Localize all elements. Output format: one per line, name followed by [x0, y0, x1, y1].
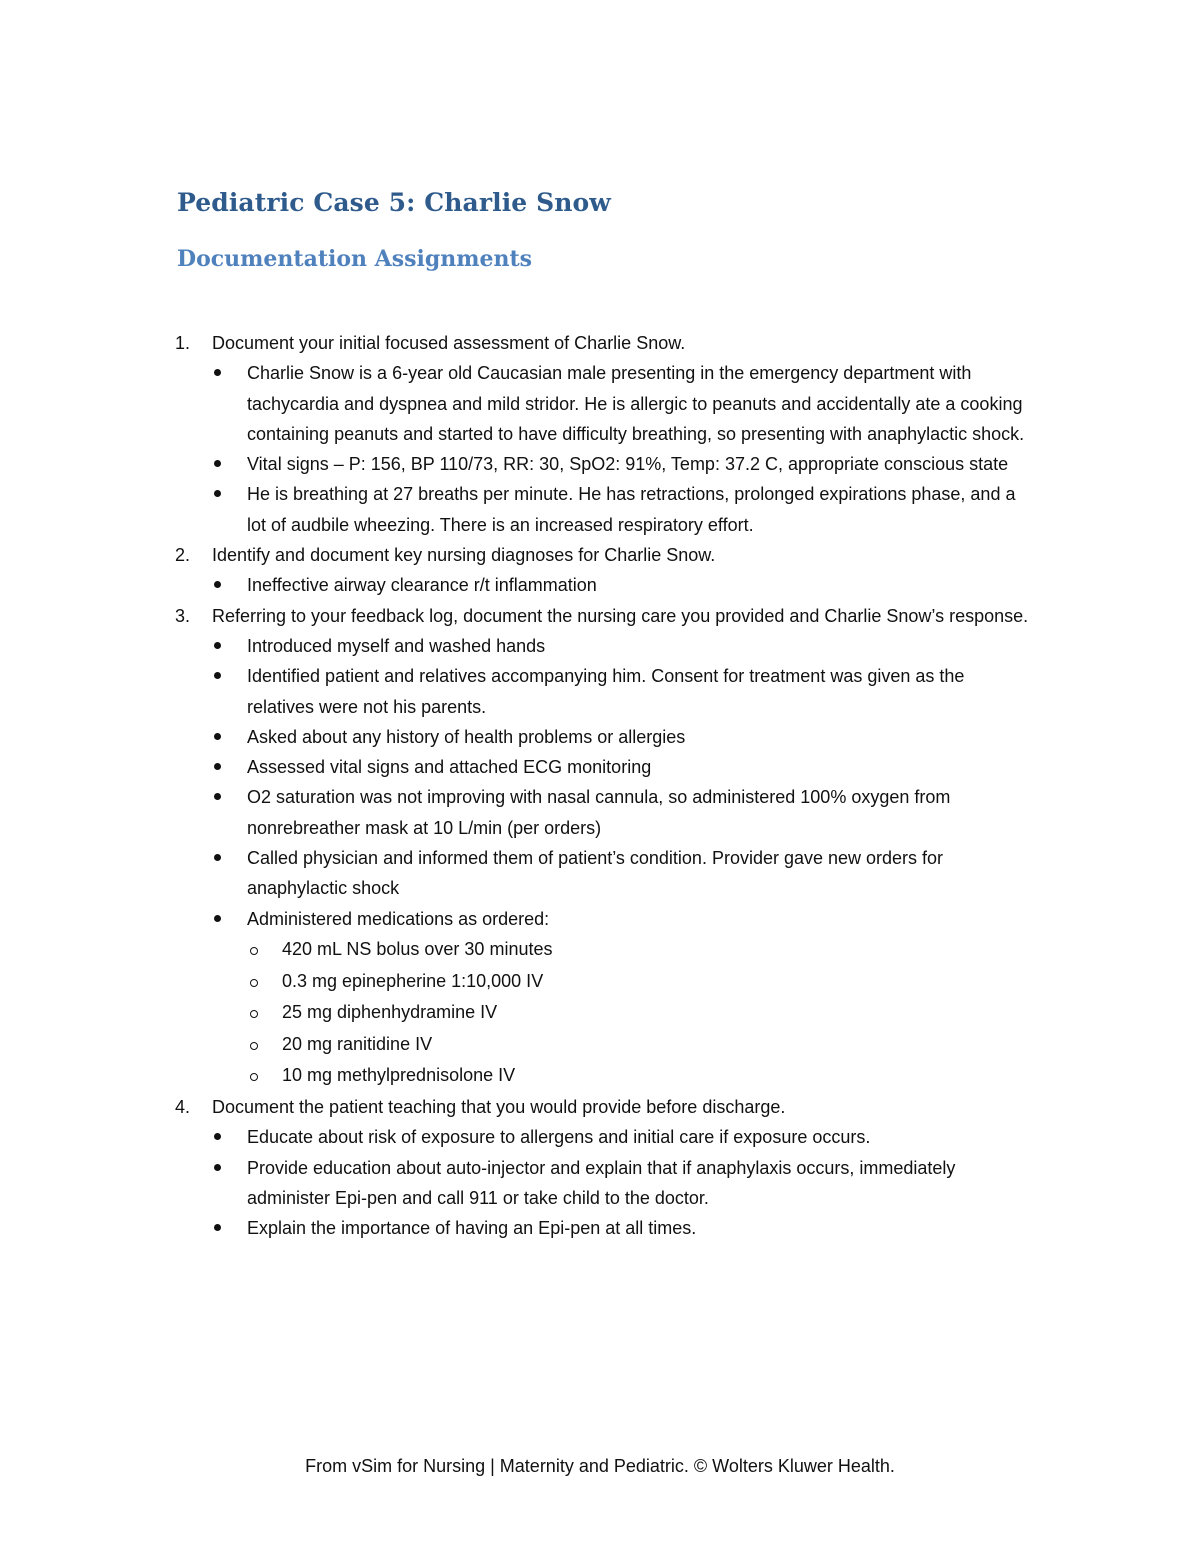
task-number: 1. — [175, 333, 191, 353]
bullet-list — [212, 358, 1032, 540]
bullet-icon — [214, 763, 221, 770]
bullet-list — [212, 570, 1032, 600]
bullet-item — [212, 570, 1032, 600]
medication-text: 0.3 mg epinepherine 1:10,000 IV — [282, 970, 544, 991]
bullet-icon — [214, 672, 221, 679]
bullet-text: Administered medications as ordered: — [247, 908, 550, 929]
bullet-icon — [214, 915, 221, 922]
bullet-item — [212, 1153, 1032, 1214]
bullet-icon — [214, 1164, 221, 1171]
medication-text: 10 mg methylprednisolone IV — [282, 1065, 516, 1086]
task-item — [172, 540, 1032, 601]
task-number: 2. — [175, 545, 191, 566]
bullet-item — [212, 904, 1032, 1092]
task-item — [172, 1092, 1032, 1243]
bullet-icon — [214, 369, 221, 376]
medication-text: 20 mg ranitidine IV — [282, 1033, 433, 1054]
bullet-text: Assessed vital signs and attached ECG monitoring — [247, 757, 652, 778]
bullet-icon — [214, 1133, 221, 1140]
medication-item — [247, 1060, 1032, 1092]
bullet-icon — [214, 733, 221, 740]
bullet-text: Ineffective airway clearance r/t inflammation — [247, 575, 597, 596]
bullet-text: Identified patient and relatives accompanying him. Consent for treatment was given as the relatives were not his parents. — [247, 666, 965, 717]
bullet-icon — [214, 642, 221, 649]
task-text: Document your initial focused assessment of Charlie Snow. — [212, 333, 686, 353]
bullet-text: He is breathing at 27 breaths per minute. He has retractions, prolonged expirations phase, and a lot of audbile wheezing. There is an increased respiratory effort. — [247, 484, 1016, 535]
bullet-icon — [214, 793, 221, 800]
bullet-item — [212, 1122, 1032, 1152]
page-title: Pediatric Case 5: Charlie Snow — [177, 188, 611, 217]
task-item — [172, 328, 1032, 540]
bullet-text: Charlie Snow is a 6-year old Caucasian male presenting in the emergency department with tachycardia and dyspnea and mild stridor. He is allergic to peanuts and accidentally ate a cooking containing peanuts and started to have difficulty breathing, so presenting with anaphylactic shock. — [247, 363, 1025, 444]
bullet-list — [212, 1122, 1032, 1243]
bullet-item — [212, 1213, 1032, 1243]
section-heading: Documentation Assignments — [177, 246, 533, 272]
bullet-text: Explain the importance of having an Epi-pen at all times. — [247, 1218, 697, 1239]
bullet-item — [212, 752, 1032, 782]
bullet-item — [212, 661, 1032, 722]
bullet-icon — [214, 854, 221, 861]
bullet-text: Called physician and informed them of patient’s condition. Provider gave new orders for anaphylactic shock — [247, 848, 944, 899]
medication-item — [247, 934, 1032, 966]
bullet-list — [212, 631, 1032, 1092]
circle-bullet-icon — [250, 979, 258, 987]
medication-list — [247, 934, 1032, 1092]
bullet-text: Introduced myself and washed hands — [247, 635, 546, 656]
bullet-text: O2 saturation was not improving with nasal cannula, so administered 100% oxygen from nonrebreather mask at 10 L/min (per orders) — [247, 787, 951, 838]
task-number: 3. — [175, 605, 191, 626]
medication-item — [247, 966, 1032, 998]
bullet-item — [212, 631, 1032, 661]
medication-text: 420 mL NS bolus over 30 minutes — [282, 938, 553, 959]
task-number: 4. — [175, 1096, 191, 1117]
bullet-item — [212, 782, 1032, 843]
circle-bullet-icon — [250, 1073, 258, 1081]
task-text: Identify and document key nursing diagnoses for Charlie Snow. — [212, 545, 716, 566]
bullet-text: Educate about risk of exposure to allergens and initial care if exposure occurs. — [247, 1127, 871, 1148]
circle-bullet-icon — [250, 947, 258, 955]
assignment-content — [172, 328, 1032, 1243]
page-footer: From vSim for Nursing | Maternity and Pediatric. © Wolters Kluwer Health. — [305, 1456, 895, 1476]
medication-item — [247, 997, 1032, 1029]
bullet-item — [212, 358, 1032, 449]
medication-item — [247, 1029, 1032, 1061]
task-item — [172, 601, 1032, 1092]
task-text: Referring to your feedback log, document the nursing care you provided and Charlie Snow’s response. — [212, 605, 1029, 626]
bullet-text: Provide education about auto-injector and explain that if anaphylaxis occurs, immediately administer Epi-pen and call 911 or take child to the doctor. — [247, 1157, 956, 1208]
task-text: Document the patient teaching that you would provide before discharge. — [212, 1096, 786, 1117]
bullet-icon — [214, 460, 221, 467]
bullet-item — [212, 449, 1032, 479]
bullet-icon — [214, 581, 221, 588]
task-list — [172, 328, 1032, 1243]
medication-text: 25 mg diphenhydramine IV — [282, 1002, 498, 1023]
bullet-text: Asked about any history of health problems or allergies — [247, 726, 686, 747]
bullet-item — [212, 843, 1032, 904]
circle-bullet-icon — [250, 1042, 258, 1050]
bullet-icon — [214, 1224, 221, 1231]
bullet-text: Vital signs – P: 156, BP 110/73, RR: 30, SpO2: 91%, Temp: 37.2 C, appropriate conscious state — [247, 454, 1009, 475]
circle-bullet-icon — [250, 1010, 258, 1018]
bullet-item — [212, 722, 1032, 752]
bullet-icon — [214, 490, 221, 497]
bullet-item — [212, 479, 1032, 540]
